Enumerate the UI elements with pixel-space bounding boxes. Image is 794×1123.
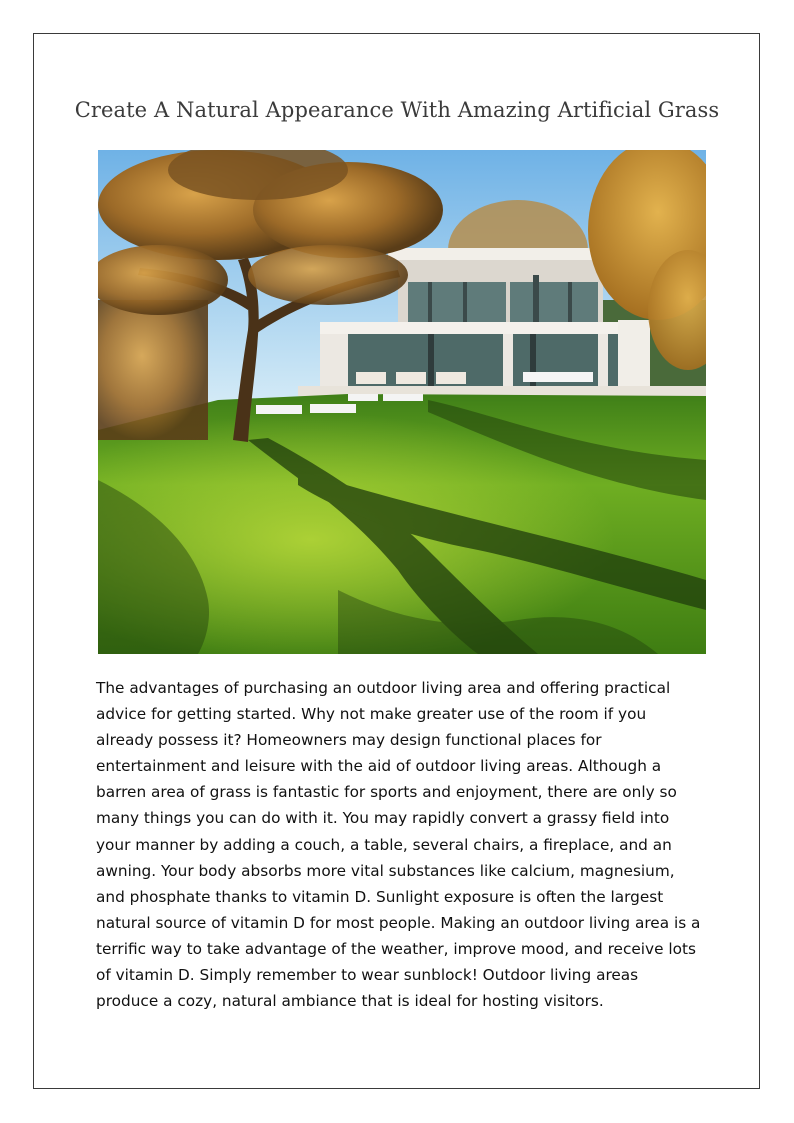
body-paragraph: The advantages of purchasing an outdoor living area and offering practical advice for getting started. Why not make greater use of the room if you already possess it? Homeowners may design functional places for entertainment and leisure with the aid of outdoor living areas. Although a barren area of grass is fantastic for sports and enjoyment, there are only so many things you can do with it. You may rapidly convert a grassy field into your manner by adding a couch, a table, several chairs, a fireplace, and an awning. Your body absorbs more vital substances like calcium, magnesium, and phosphate thanks to vitamin D. Sunlight exposure is often the largest natural source of vitamin D for most people. Making an outdoor living area is a terrific way to take advantage of the weather, improve mood, and receive lots of vitamin D. Simply remember to wear sunblock! Outdoor living areas produce a cozy, natural ambiance that is ideal for hosting visitors. <box>96 679 701 1011</box>
document-title: Create A Natural Appearance With Amazing Artificial Grass <box>74 98 720 122</box>
lawn-house-photo <box>98 150 706 654</box>
